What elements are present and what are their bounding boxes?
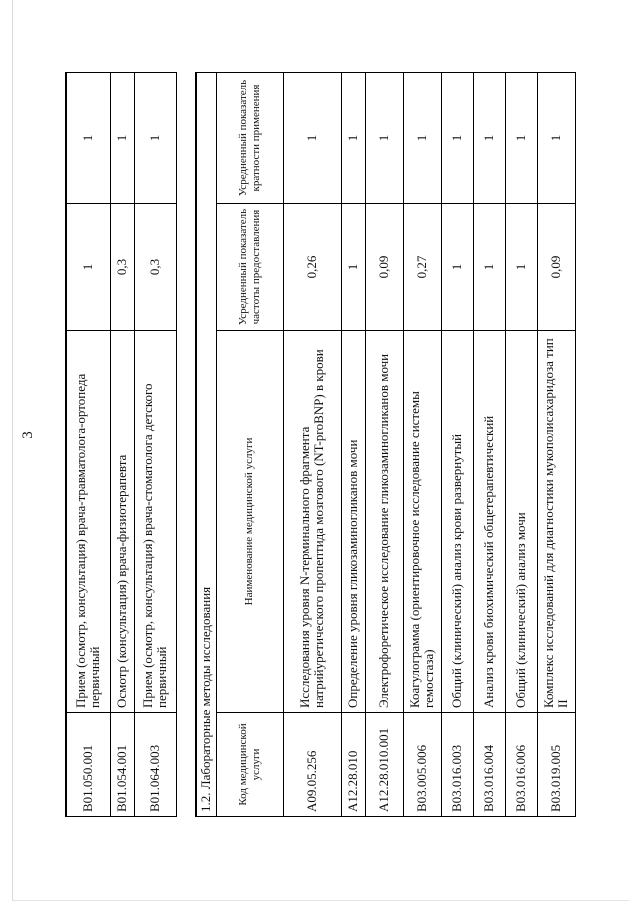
- service-code: B01.064.003: [134, 713, 176, 817]
- table-row: [110, 73, 134, 817]
- frequency-value: 1: [441, 204, 473, 331]
- multiplicity-value: 1: [403, 72, 441, 203]
- frequency-value: 0,27: [403, 204, 441, 331]
- table-row: [473, 72, 505, 816]
- service-code: B01.050.001: [66, 713, 110, 817]
- header-frequency: Усредненный показатель частоты предоставления: [216, 204, 283, 331]
- frequency-value: 0,09: [537, 204, 575, 331]
- service-code: A09.05.256: [283, 713, 341, 817]
- frequency-value: 0,3: [134, 204, 176, 331]
- table-row: [341, 72, 365, 816]
- frequency-value: 1: [341, 204, 365, 331]
- header-name: Наименование медицинской услуги: [216, 331, 283, 713]
- table-row: [403, 72, 441, 816]
- multiplicity-value: 1: [66, 73, 110, 204]
- table-row: [66, 73, 110, 817]
- page-number: 3: [20, 431, 36, 439]
- frequency-value: 1: [473, 204, 505, 331]
- service-code: A12.28.010.001: [365, 713, 403, 817]
- multiplicity-value: 1: [441, 72, 473, 203]
- service-code: B03.005.006: [403, 713, 441, 817]
- multiplicity-value: 1: [365, 72, 403, 203]
- table-row: [134, 73, 176, 817]
- header-multiplicity: Усредненный показатель кратности применения: [216, 72, 283, 203]
- service-name: Коагулограмма (ориентировочное исследование системы гемостаза): [403, 331, 441, 713]
- service-name: Электрофоретическое исследование гликозаминогликанов мочи: [365, 331, 403, 713]
- services-table-laboratory: [195, 72, 576, 817]
- service-name: Общий (клинический) анализ мочи: [505, 331, 537, 713]
- service-name: Осмотр (консультация) врача-физиотерапевта: [110, 331, 134, 713]
- service-code: A12.28.010: [341, 713, 365, 817]
- service-name: Прием (осмотр, консультация) врача-стоматолога детского первичный: [134, 331, 176, 713]
- service-code: B03.016.004: [473, 713, 505, 817]
- service-code: B03.016.003: [441, 713, 473, 817]
- table-row: [505, 72, 537, 816]
- multiplicity-value: 1: [134, 73, 176, 204]
- frequency-value: 1: [66, 204, 110, 331]
- multiplicity-value: 1: [283, 72, 341, 203]
- table-row: [283, 72, 341, 816]
- service-name: Общий (клинический) анализ крови развернутый: [441, 331, 473, 713]
- frequency-value: 1: [505, 204, 537, 331]
- service-code: B03.016.006: [505, 713, 537, 817]
- table-header-row: [216, 72, 283, 816]
- frequency-value: 0,26: [283, 204, 341, 331]
- multiplicity-value: 1: [537, 72, 575, 203]
- service-name: Прием (осмотр, консультация) врача-травматолога-ортопеда первичный: [66, 331, 110, 713]
- multiplicity-value: 1: [505, 72, 537, 203]
- service-name: Определение уровня гликозаминогликанов мочи: [341, 331, 365, 713]
- service-code: B03.019.005: [537, 713, 575, 817]
- section-title: 1.2. Лабораторные методы исследования: [196, 72, 216, 816]
- table-row: [365, 72, 403, 816]
- frequency-value: 0,3: [110, 204, 134, 331]
- services-table-consultations: [65, 72, 177, 817]
- frequency-value: 0,09: [365, 204, 403, 331]
- multiplicity-value: 1: [110, 73, 134, 204]
- multiplicity-value: 1: [341, 72, 365, 203]
- section-title-row: [196, 72, 216, 816]
- header-code: Код медицинской услуги: [216, 713, 283, 817]
- service-name: Исследования уровня N-терминального фрагмента натрийуретического пропептида мозгового (NT-proBNP) в крови: [283, 331, 341, 713]
- multiplicity-value: 1: [473, 72, 505, 203]
- table-row: [537, 72, 575, 816]
- service-name: Комплекс исследований для диагностики мукополисахаридоза тип II: [537, 331, 575, 713]
- table-row: [441, 72, 473, 816]
- service-code: B01.054.001: [110, 713, 134, 817]
- service-name: Анализ крови биохимический общетерапевтический: [473, 331, 505, 713]
